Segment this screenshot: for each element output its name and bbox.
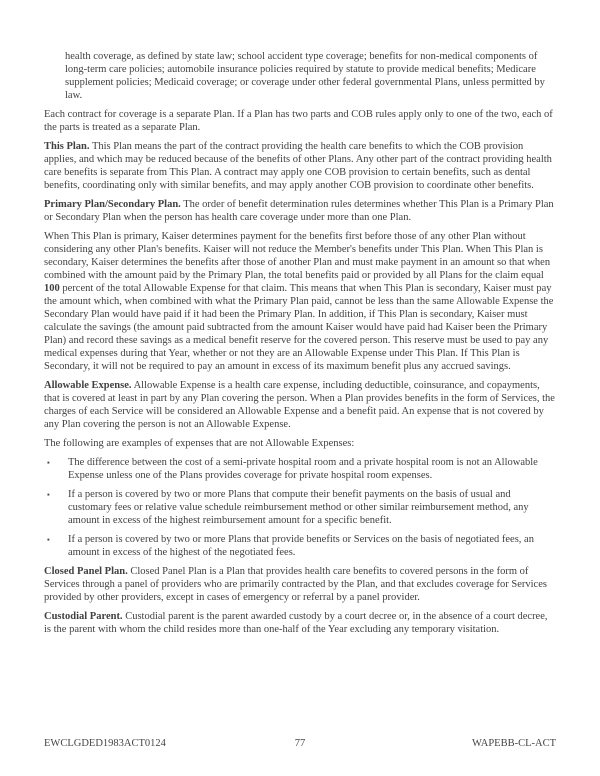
footer-document-code: EWCLGDED1983ACT0124 [44, 738, 166, 749]
term-allowable-expense: Allowable Expense. [44, 380, 132, 391]
paragraph-separate-plan: Each contract for coverage is a separate Plan. If a Plan has two parts and COB rules apply only to one of the two, each of the parts is treated as a separate Plan. [44, 109, 553, 133]
definition-custodial-parent-text: Custodial parent is the parent awarded custody by a court decree or, in the absence of a court decree, is the parent with whom the child resides more than one-half of the Year excluding any temporary visitation. [44, 611, 548, 635]
footer-page-number: 77 [294, 738, 306, 749]
document-body [44, 50, 556, 642]
footer-form-code: WAPEBB-CL-ACT [472, 738, 556, 749]
paragraph-when-primary [44, 230, 556, 373]
paragraph-when-primary-pre: When This Plan is primary, Kaiser determines payment for the benefits first before those of any other Plan without considering any other Plan's benefits. Kaiser will not reduce the Member's benefits under This Plan. When This Plan is secondary, Kaiser determines the benefits after those of another Plan and must make payment in an amount so that when combined with the amount paid by the Primary Plan, the total benefits paid or provided by all Plans for the claim equal [44, 231, 551, 281]
bullet-marker-icon: ▪ [47, 535, 50, 544]
term-this-plan: This Plan. [44, 141, 90, 152]
paragraph-coverage-continuation: health coverage, as defined by state law; school accident type coverage; benefits for non-medical components of long-term care policies; automobile insurance policies required by statute to provide medical benefits; Medicare supplement policies; Medicaid coverage; or coverage under other federal governmental Plans, unless permitted by law. [65, 51, 545, 101]
bullet-text-room-difference: The difference between the cost of a semi-private hospital room and a private hospital room is not an Allowable Expense unless one of the Plans provides coverage for private hospital room expenses. [68, 457, 538, 481]
definition-primary-secondary-plan [44, 198, 556, 224]
definition-primary-secondary-text: The order of benefit determination rules determines whether This Plan is a Primary Plan or Secondary Plan when the person has health care coverage under more than one Plan. [44, 199, 554, 223]
paragraph-when-primary-post: percent of the total Allowable Expense for that claim. This means that when This Plan is secondary, Kaiser must pay the amount which, when combined with what the Primary Plan paid, cannot be less than the same Allowable Expense the Secondary Plan would have paid if it had been the Primary Plan. In addition, if This Plan is secondary, Kaiser must calculate the savings (the amount paid subtracted from the amount Kaiser would have paid had Kaiser been the Primary Plan) and record these savings as a medical benefit reserve for the covered person. This reserve must be used to pay any medical expenses during that Year, whether or not they are an Allowable Expense under This Plan. If This Plan is Secondary, it will not be required to pay an amount in excess of its maximum benefit plus any accrued savings. [44, 283, 554, 372]
list-item [44, 533, 556, 559]
term-closed-panel-plan: Closed Panel Plan. [44, 566, 128, 577]
definition-allowable-expense-text: Allowable Expense is a health care expense, including deductible, coinsurance, and copayments, that is covered at least in part by any Plan covering the person. When a Plan provides benefits in the form of Services, the charges of each Service will be considered an Allowable Expense and a benefit paid. An expense that is not covered by any Plan covering the person is not an Allowable Expense. [44, 380, 555, 430]
definition-this-plan-text: This Plan means the part of the contract providing the health care benefits to which the COB provision applies, and which may be reduced because of the benefits of other Plans. Any other part of the contract providing health care benefits is separate from This Plan. A contract may apply one COB provision to certain benefits, such as dental benefits, coordinating only with similar benefits, and may apply another COB provision to coordinate other benefits. [44, 141, 552, 191]
bullet-marker-icon: ▪ [47, 458, 50, 467]
not-allowable-expenses-list [44, 456, 556, 559]
page-footer [44, 737, 556, 750]
definition-custodial-parent [44, 610, 556, 636]
term-primary-secondary-plan: Primary Plan/Secondary Plan. [44, 199, 181, 210]
bullet-text-negotiated-fees: If a person is covered by two or more Plans that provide benefits or Services on the basis of negotiated fees, an amount in excess of the highest of the negotiated fees. [68, 534, 534, 558]
bullet-text-usual-customary-fees: If a person is covered by two or more Plans that compute their benefit payments on the basis of usual and customary fees or relative value schedule reimbursement method or other similar reimbursement method, any amount in excess of the highest reimbursement amount for a specific benefit. [68, 489, 529, 526]
definition-this-plan [44, 140, 556, 192]
bullet-marker-icon: ▪ [47, 490, 50, 499]
term-custodial-parent: Custodial Parent. [44, 611, 123, 622]
definition-closed-panel-text: Closed Panel Plan is a Plan that provides health care benefits to covered persons in the form of Services through a panel of providers who are primarily contracted by the Plan, and that excludes coverage for Services provided by other providers, except in cases of emergency or referral by a panel provider. [44, 566, 547, 603]
paragraph-examples-intro: The following are examples of expenses that are not Allowable Expenses: [44, 438, 355, 449]
definition-closed-panel-plan [44, 565, 556, 604]
list-item [44, 488, 556, 527]
definition-allowable-expense [44, 379, 556, 431]
list-item [44, 456, 556, 482]
hundred-percent-emphasis: 100 [44, 283, 60, 294]
